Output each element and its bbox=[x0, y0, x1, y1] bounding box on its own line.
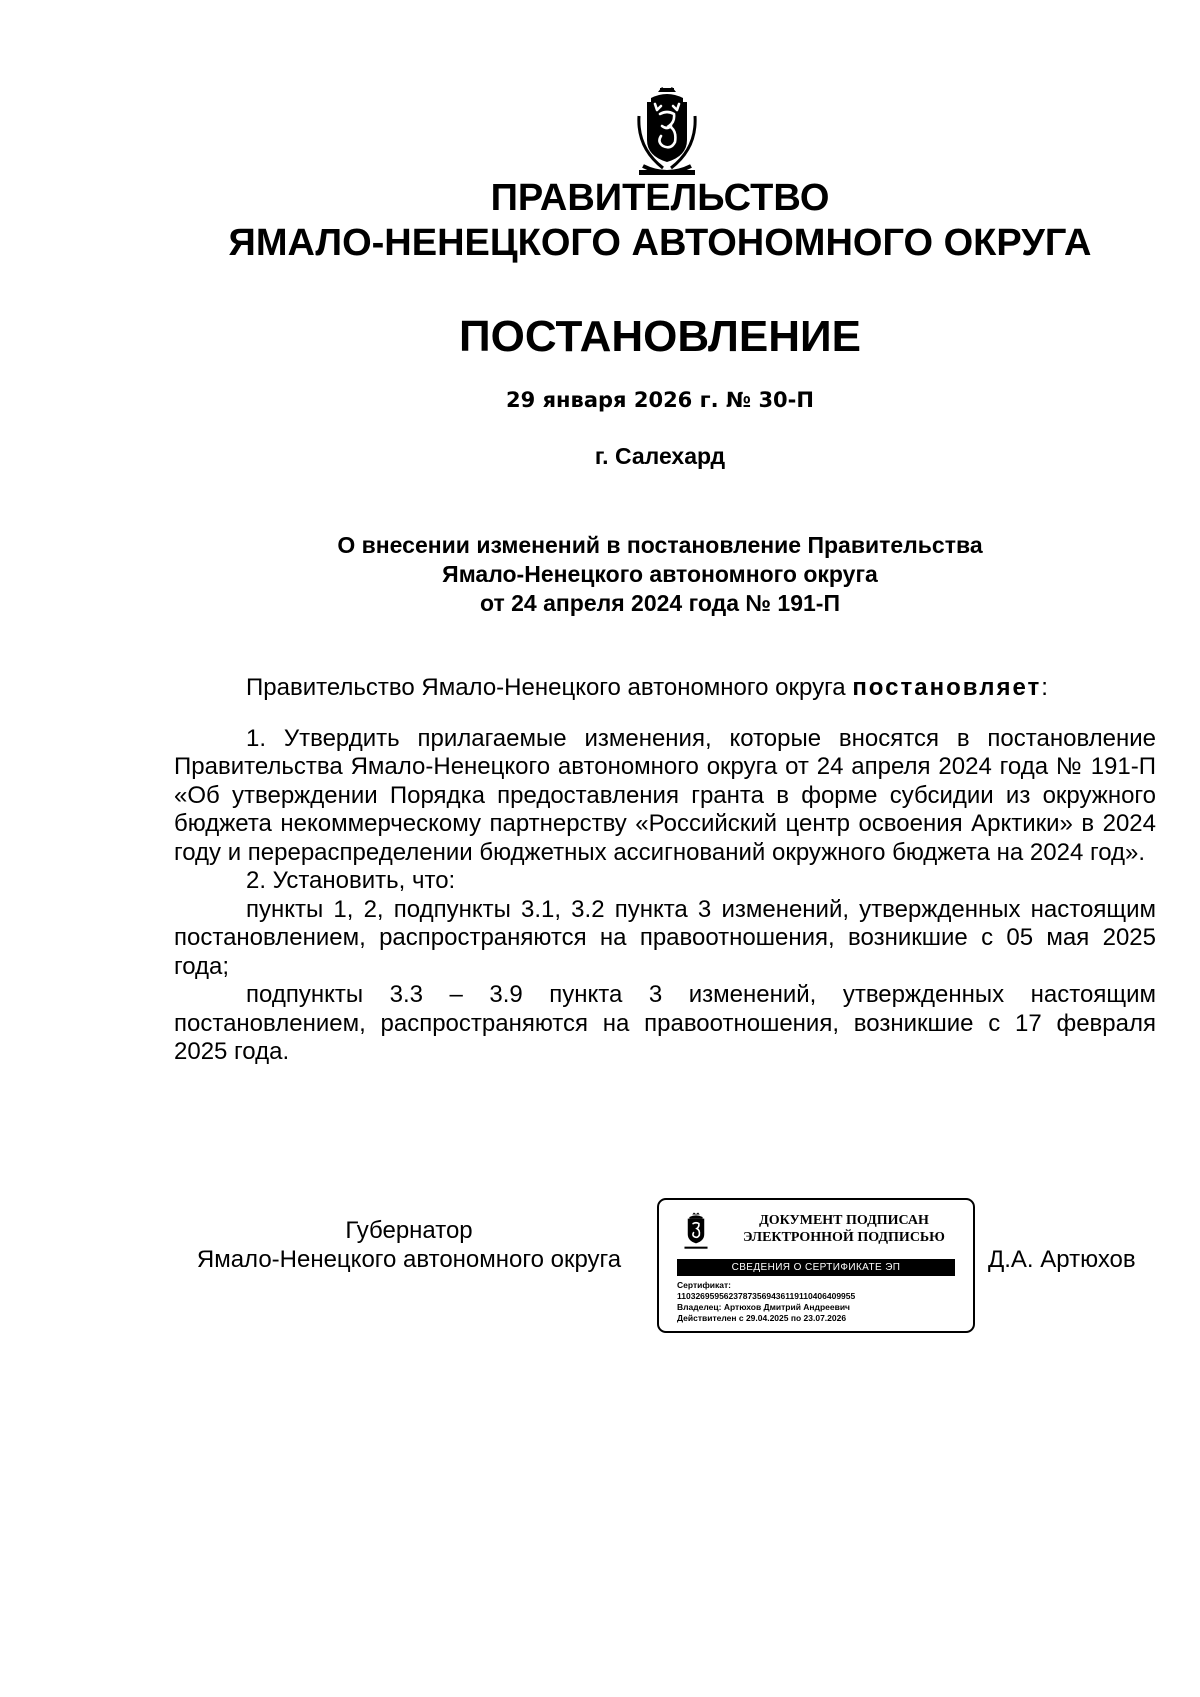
electronic-signature-stamp bbox=[657, 1198, 975, 1333]
signatory-role bbox=[174, 1216, 644, 1274]
preamble-text: Правительство Ямало-Ненецкого автономного округа bbox=[246, 674, 853, 701]
paragraph-item1: 1. Утвердить прилагаемые изменения, которые вносятся в постановление Правительства Ямало-Ненецкого автономного округа от 24 апреля 2024 года № 191-П «Об утверждении Порядка предоставления гранта в форме субсидии из окружного бюджета некоммерческому партнерству «Российский центр освоения Арктики» в 2024 году и перераспределении бюджетных ассигнований окружного бюджета на 2024 год». bbox=[174, 724, 1156, 866]
signatory-role-line2: Ямало-Ненецкого автономного округа bbox=[196, 1246, 622, 1273]
document-body bbox=[174, 674, 1156, 1067]
stamp-cert-number: 11032695956237873569436119110406409955 bbox=[677, 1291, 856, 1301]
government-name-line1: ПРАВИТЕЛЬСТВО bbox=[490, 177, 830, 219]
government-name-line2: ЯМАЛО-НЕНЕЦКОГО АВТОНОМНОГО ОКРУГА bbox=[228, 222, 1092, 264]
stamp-cert-label: Сертификат: bbox=[677, 1280, 731, 1290]
paragraph-item2: 2. Установить, что: bbox=[246, 867, 456, 894]
preamble-emphasis: постановляет bbox=[852, 674, 1042, 701]
stamp-certificate-info bbox=[677, 1280, 967, 1324]
document-type-title: ПОСТАНОВЛЕНИЕ bbox=[458, 312, 862, 361]
stamp-owner: Владелец: Артюхов Дмитрий Андреевич bbox=[677, 1302, 850, 1312]
stamp-coat-of-arms-icon bbox=[682, 1212, 710, 1250]
stamp-certificate-bar: СВЕДЕНИЯ О СЕРТИФИКАТЕ ЭП bbox=[677, 1259, 955, 1276]
preamble-colon: : bbox=[1041, 674, 1048, 701]
coat-of-arms-icon bbox=[633, 86, 701, 178]
stamp-title bbox=[729, 1212, 959, 1246]
signatory-role-line1: Губернатор bbox=[345, 1217, 473, 1244]
document-date-number: 29 января 2026 г. № 30-П bbox=[506, 388, 814, 412]
signatory-name: Д.А. Артюхов bbox=[988, 1246, 1136, 1273]
paragraph-item2-clause1: пункты 1, 2, подпункты 3.1, 3.2 пункта 3 изменений, утвержденных настоящим постановлением, распространяются на правоотношения, возникшие с 05 мая 2025 года; bbox=[174, 895, 1156, 980]
paragraph-item2-clause2: подпункты 3.3 – 3.9 пункта 3 изменений, утвержденных настоящим постановлением, распространяются на правоотношения, возникшие с 17 февраля 2025 года. bbox=[174, 981, 1156, 1065]
document-city: г. Салехард bbox=[594, 443, 726, 469]
subject-line3: от 24 апреля 2024 года № 191-П bbox=[479, 590, 840, 616]
subject-line1: О внесении изменений в постановление Правительства bbox=[337, 532, 983, 558]
stamp-title-line1: ДОКУМЕНТ ПОДПИСАН bbox=[759, 1213, 929, 1228]
stamp-title-line2: ЭЛЕКТРОННОЙ ПОДПИСЬЮ bbox=[743, 1230, 945, 1245]
document-subject bbox=[0, 531, 1200, 618]
stamp-validity: Действителен с 29.04.2025 по 23.07.2026 bbox=[677, 1313, 847, 1323]
preamble-paragraph bbox=[174, 674, 1156, 703]
subject-line2: Ямало-Ненецкого автономного округа bbox=[442, 561, 878, 587]
